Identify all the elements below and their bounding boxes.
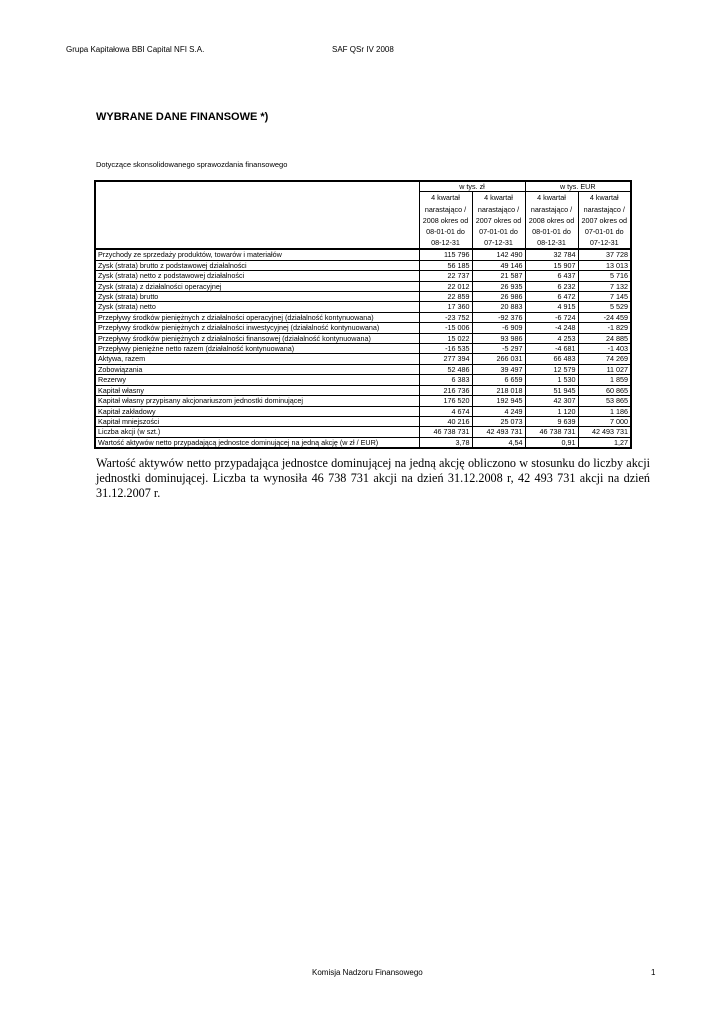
value-cell: 20 883 [472,302,525,312]
value-cell: 26 986 [472,292,525,302]
value-cell: 39 497 [472,364,525,374]
table-row [95,427,631,437]
value-cell: 13 013 [578,260,631,270]
table-row [95,406,631,416]
row-label: Liczba akcji (w szt.) [95,427,419,437]
value-cell: 6 659 [472,375,525,385]
value-cell: -4 681 [525,344,578,354]
value-cell: 12 579 [525,364,578,374]
table-row [95,249,631,260]
unit-eur: w tys. EUR [525,181,631,192]
table-row [95,375,631,385]
value-cell: 49 146 [472,260,525,270]
value-cell: 142 490 [472,249,525,260]
row-label: Kapitał własny przypisany akcjonariuszom jednostki dominującej [95,396,419,406]
period-header: 4 kwartał narastająco / 2008 okres od 08-01-01 do 08-12-31 [419,192,472,250]
value-cell: 46 738 731 [419,427,472,437]
value-cell: 22 859 [419,292,472,302]
value-cell: 66 483 [525,354,578,364]
value-cell: -24 459 [578,312,631,322]
value-cell: -5 297 [472,344,525,354]
value-cell: 5 716 [578,271,631,281]
unit-header-row [95,181,631,192]
period-header: 4 kwartał narastająco / 2008 okres od 08-01-01 do 08-12-31 [525,192,578,250]
value-cell: 1,27 [578,437,631,448]
value-cell: 52 486 [419,364,472,374]
table-row [95,396,631,406]
value-cell: 22 737 [419,271,472,281]
value-cell: 32 784 [525,249,578,260]
value-cell: 42 307 [525,396,578,406]
header-blank-cell [95,192,419,250]
value-cell: 1 186 [578,406,631,416]
value-cell: 25 073 [472,416,525,426]
table-row [95,354,631,364]
table-row [95,333,631,343]
value-cell: 4 253 [525,333,578,343]
value-cell: 22 012 [419,281,472,291]
table-row [95,302,631,312]
value-cell: 0,91 [525,437,578,448]
period-header: 4 kwartał narastająco / 2007 okres od 07-01-01 do 07-12-31 [472,192,525,250]
period-header-row [95,192,631,250]
value-cell: 4 249 [472,406,525,416]
value-cell: 42 493 731 [472,427,525,437]
row-label: Zobowiązania [95,364,419,374]
value-cell: 42 493 731 [578,427,631,437]
row-label: Zysk (strata) brutto z podstawowej działalności [95,260,419,270]
value-cell: 15 907 [525,260,578,270]
row-label: Aktywa, razem [95,354,419,364]
value-cell: 9 639 [525,416,578,426]
value-cell: 4,54 [472,437,525,448]
value-cell: 216 736 [419,385,472,395]
table-row [95,416,631,426]
value-cell: 277 394 [419,354,472,364]
row-label: Zysk (strata) netto [95,302,419,312]
page-title: WYBRANE DANE FINANSOWE *) [96,111,269,123]
value-cell: -6 909 [472,323,525,333]
row-label: Rezerwy [95,375,419,385]
value-cell: 176 520 [419,396,472,406]
value-cell: 6 472 [525,292,578,302]
value-cell: 51 945 [525,385,578,395]
header-company: Grupa Kapitałowa BBI Capital NFI S.A. [66,45,205,54]
value-cell: 37 728 [578,249,631,260]
table-row [95,364,631,374]
period-header: 4 kwartał narastająco / 2007 okres od 07-01-01 do 07-12-31 [578,192,631,250]
value-cell: 6 437 [525,271,578,281]
value-cell: -1 403 [578,344,631,354]
value-cell: -4 248 [525,323,578,333]
value-cell: 266 031 [472,354,525,364]
value-cell: -6 724 [525,312,578,322]
value-cell: -23 752 [419,312,472,322]
footer-institution: Komisja Nadzoru Finansowego [312,968,423,977]
value-cell: 21 587 [472,271,525,281]
unit-pln: w tys. zł [419,181,525,192]
value-cell: 6 232 [525,281,578,291]
value-cell: 6 383 [419,375,472,385]
value-cell: 40 216 [419,416,472,426]
value-cell: 11 027 [578,364,631,374]
row-label: Przepływy środków pieniężnych z działalności finansowej (działalność kontynuowana) [95,333,419,343]
value-cell: 1 859 [578,375,631,385]
row-label: Przepływy pieniężne netto razem (działalność kontynuowana) [95,344,419,354]
table-row [95,312,631,322]
value-cell: 7 145 [578,292,631,302]
value-cell: 56 185 [419,260,472,270]
page-subtitle: Dotyczące skonsolidowanego sprawozdania finansowego [96,160,288,169]
financial-table [94,180,632,449]
value-cell: 115 796 [419,249,472,260]
value-cell: 4 674 [419,406,472,416]
header-report: SAF QSr IV 2008 [332,45,394,54]
value-cell: 218 018 [472,385,525,395]
row-label: Przychody ze sprzedaży produktów, towarów i materiałów [95,249,419,260]
value-cell: 192 945 [472,396,525,406]
table-row [95,260,631,270]
value-cell: 74 269 [578,354,631,364]
value-cell: 1 530 [525,375,578,385]
note-paragraph: Wartość aktywów netto przypadająca jednostce dominującej na jedną akcję obliczono w stosunku do liczby akcji jednostki dominującej. Liczba ta wynosiła 46 738 731 akcji na dzień 31.12.2008 r, 42 493 731 akcji na dzień 31.12.2007 r. [96,456,650,500]
value-cell: -15 006 [419,323,472,333]
value-cell: 5 529 [578,302,631,312]
value-cell: 24 885 [578,333,631,343]
table-row [95,437,631,448]
value-cell: 7 000 [578,416,631,426]
value-cell: 7 132 [578,281,631,291]
value-cell: 17 360 [419,302,472,312]
row-label: Wartość aktywów netto przypadającą jednostce dominującej na jedną akcję (w zł / EUR) [95,437,419,448]
value-cell: 26 935 [472,281,525,291]
value-cell: -92 376 [472,312,525,322]
table-row [95,344,631,354]
table-row [95,281,631,291]
value-cell: 53 865 [578,396,631,406]
value-cell: 93 986 [472,333,525,343]
row-label: Przepływy środków pieniężnych z działalności inwestycyjnej (działalność kontynuowana) [95,323,419,333]
value-cell: -16 535 [419,344,472,354]
row-label: Przepływy środków pieniężnych z działalności operacyjnej (działalność kontynuowana) [95,312,419,322]
value-cell: -1 829 [578,323,631,333]
row-label: Kapitał własny [95,385,419,395]
table-row [95,323,631,333]
table-row [95,385,631,395]
row-label: Zysk (strata) brutto [95,292,419,302]
table-row [95,271,631,281]
value-cell: 60 865 [578,385,631,395]
row-label: Zysk (strata) z działalności operacyjnej [95,281,419,291]
header-blank-cell [95,181,419,192]
value-cell: 1 120 [525,406,578,416]
row-label: Zysk (strata) netto z podstawowej działalności [95,271,419,281]
value-cell: 46 738 731 [525,427,578,437]
page-number: 1 [651,968,656,977]
value-cell: 15 022 [419,333,472,343]
row-label: Kapitał zakładowy [95,406,419,416]
value-cell: 4 915 [525,302,578,312]
value-cell: 3,78 [419,437,472,448]
row-label: Kapitał mniejszości [95,416,419,426]
table-row [95,292,631,302]
